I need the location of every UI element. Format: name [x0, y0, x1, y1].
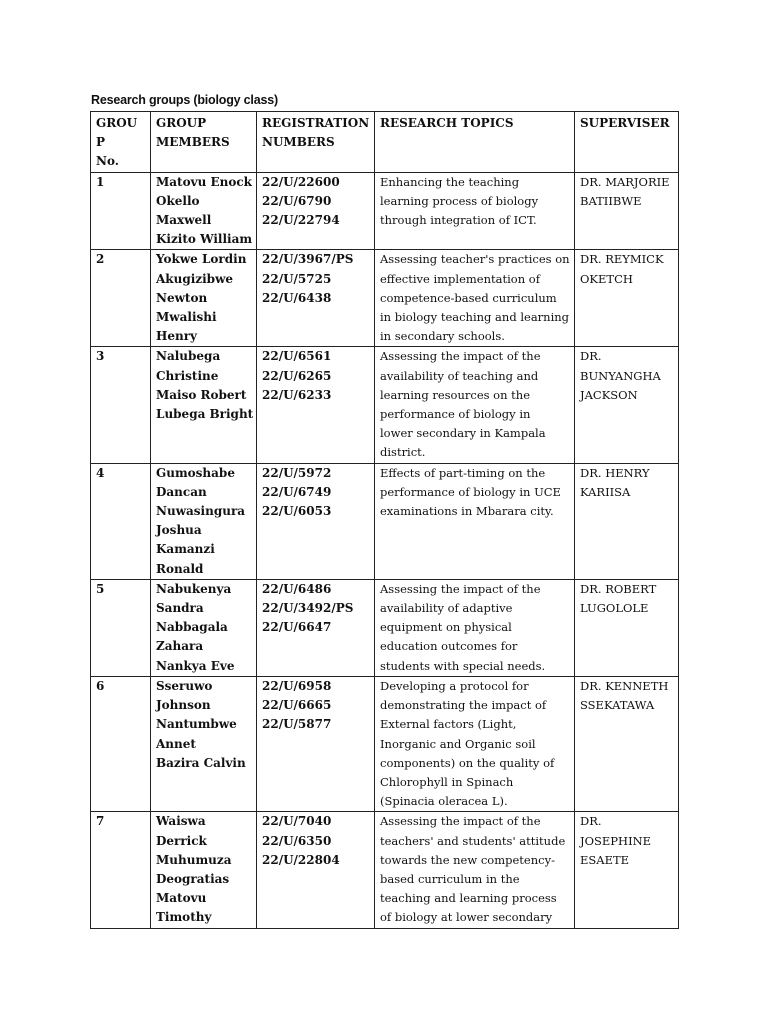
group-members-line: Zahara — [156, 639, 204, 654]
superviser-line: OKETCH — [580, 271, 633, 286]
superviser — [575, 250, 679, 347]
superviser-line: SSEKATAWA — [580, 698, 655, 713]
group-members — [151, 812, 257, 928]
research-topic-line: Inorganic and Organic soil — [380, 736, 536, 751]
group-members — [151, 172, 257, 250]
superviser-line: DR. — [580, 814, 602, 829]
registration-numbers-line: 22/U/6749 — [262, 484, 332, 499]
superviser — [575, 463, 679, 579]
superviser-line: JACKSON — [580, 387, 638, 402]
registration-numbers-line: 22/U/22804 — [262, 852, 340, 867]
research-topic-line: learning resources on the — [380, 387, 530, 402]
research-topic-line: demonstrating the impact of — [380, 698, 547, 713]
superviser-line: KARIISA — [580, 484, 631, 499]
research-groups-table — [90, 111, 679, 929]
group-members-line: Maiso Robert — [156, 387, 247, 402]
registration-numbers-line: 22/U/6053 — [262, 504, 332, 519]
document-title: Research groups (biology class) — [91, 93, 278, 107]
registration-numbers — [257, 812, 375, 928]
research-topic-line: through integration of ICT. — [380, 213, 537, 228]
superviser-line: DR. KENNETH — [580, 678, 669, 693]
research-topic-line: Assessing the impact of the — [380, 814, 541, 829]
table-row — [91, 250, 679, 347]
registration-numbers-line: 22/U/6265 — [262, 368, 332, 383]
superviser — [575, 676, 679, 811]
research-topic-line: Assessing teacher's practices on — [380, 252, 570, 267]
registration-numbers-line: 22/U/5877 — [262, 717, 332, 732]
group-members — [151, 676, 257, 811]
group-members-line: Maxwell — [156, 213, 212, 228]
group-number-value: 7 — [96, 814, 105, 829]
group-members-line: Lubega Bright — [156, 407, 254, 422]
header-registration-numbers: REGISTRATION NUMBERS — [257, 112, 375, 173]
group-number — [91, 347, 151, 463]
superviser — [575, 579, 679, 676]
group-members-line: Sandra — [156, 601, 204, 616]
registration-numbers-line: 22/U/22600 — [262, 174, 340, 189]
superviser-line: BATIIBWE — [580, 193, 642, 208]
group-members-line: Ronald — [156, 561, 204, 576]
registration-numbers — [257, 579, 375, 676]
group-number — [91, 250, 151, 347]
group-members — [151, 250, 257, 347]
group-members-line: Matovu — [156, 891, 207, 906]
research-topic-line: learning process of biology — [380, 193, 539, 208]
superviser-line: BUNYANGHA — [580, 368, 661, 383]
registration-numbers-line: 22/U/22794 — [262, 213, 340, 228]
group-number — [91, 579, 151, 676]
group-members-line: Derrick — [156, 833, 207, 848]
research-topic — [375, 812, 575, 928]
table-row — [91, 463, 679, 579]
group-members-line: Akugizibwe — [156, 271, 234, 286]
group-members-line: Mwalishi — [156, 310, 217, 325]
group-members-line: Sseruwo — [156, 678, 213, 693]
research-topic-line: competence-based curriculum — [380, 290, 557, 305]
table-row — [91, 676, 679, 811]
group-members-line: Nuwasingura — [156, 504, 246, 519]
header-research-topics: RESEARCH TOPICS — [375, 112, 575, 173]
registration-numbers — [257, 676, 375, 811]
superviser-line: ESAETE — [580, 852, 630, 867]
registration-numbers-line: 22/U/6233 — [262, 387, 332, 402]
group-members-line: Newton — [156, 290, 208, 305]
group-number-value: 3 — [96, 349, 105, 364]
table-header-row — [91, 112, 679, 173]
group-members-line: Joshua — [156, 523, 202, 538]
group-number-value: 6 — [96, 678, 105, 693]
superviser-line: JOSEPHINE — [580, 833, 652, 848]
registration-numbers-line: 22/U/6438 — [262, 290, 332, 305]
group-members-line: Nalubega — [156, 349, 221, 364]
group-members-line: Yokwe Lordin — [156, 252, 247, 267]
research-topic-line: teaching and learning process — [380, 891, 557, 906]
research-topic-line: Effects of part-timing on the — [380, 465, 546, 480]
research-topic-line: students with special needs. — [380, 658, 546, 673]
superviser-line: LUGOLOLE — [580, 601, 649, 616]
research-topic-line: effective implementation of — [380, 271, 540, 286]
research-topic-line: performance of biology in — [380, 407, 531, 422]
table-row — [91, 579, 679, 676]
registration-numbers — [257, 172, 375, 250]
group-members-line: Christine — [156, 368, 219, 383]
research-topic — [375, 676, 575, 811]
table-row — [91, 812, 679, 928]
research-topic — [375, 579, 575, 676]
group-members — [151, 347, 257, 463]
group-members-line: Nabukenya — [156, 581, 232, 596]
group-members-line: Dancan — [156, 484, 207, 499]
research-topic-line: Chlorophyll in Spinach — [380, 774, 514, 789]
research-topic — [375, 172, 575, 250]
research-topic-line: components) on the quality of — [380, 755, 555, 770]
group-members-line: Matovu Enock — [156, 174, 252, 189]
superviser — [575, 347, 679, 463]
registration-numbers — [257, 463, 375, 579]
group-members-line: Nankya Eve — [156, 658, 235, 673]
research-topic-line: availability of teaching and — [380, 368, 539, 383]
header-superviser: SUPERVISER — [575, 112, 679, 173]
group-members — [151, 463, 257, 579]
research-topic-line: lower secondary in Kampala — [380, 426, 546, 441]
research-topic-line: teachers' and students' attitude — [380, 833, 566, 848]
group-members-line: Nabbagala — [156, 620, 228, 635]
registration-numbers — [257, 250, 375, 347]
group-members-line: Bazira Calvin — [156, 755, 246, 770]
research-topic — [375, 463, 575, 579]
research-topic-line: in biology teaching and learning — [380, 310, 570, 325]
research-topic-line: Assessing the impact of the — [380, 581, 541, 596]
superviser — [575, 812, 679, 928]
header-group-no: GROU P No. — [91, 112, 151, 173]
group-number — [91, 812, 151, 928]
research-topic-line: performance of biology in UCE — [380, 484, 561, 499]
group-members-line: Annet — [156, 736, 196, 751]
header-group-members: GROUP MEMBERS — [151, 112, 257, 173]
research-topic-line: Assessing the impact of the — [380, 349, 541, 364]
registration-numbers-line: 22/U/6647 — [262, 620, 332, 635]
group-number-value: 5 — [96, 581, 105, 596]
registration-numbers-line: 22/U/6486 — [262, 581, 332, 596]
research-topic-line: based curriculum in the — [380, 871, 520, 886]
group-members-line: Waiswa — [156, 814, 206, 829]
registration-numbers-line: 22/U/6350 — [262, 833, 332, 848]
superviser-line: DR. REYMICK — [580, 252, 664, 267]
group-members-line: Johnson — [156, 698, 211, 713]
research-topic-line: examinations in Mbarara city. — [380, 504, 554, 519]
table-row — [91, 172, 679, 250]
table-row — [91, 347, 679, 463]
registration-numbers-line: 22/U/6790 — [262, 193, 332, 208]
research-topic-line: (Spinacia oleracea L). — [380, 794, 508, 809]
registration-numbers-line: 22/U/6561 — [262, 349, 332, 364]
group-members-line: Gumoshabe — [156, 465, 235, 480]
research-topic-line: of biology at lower secondary — [380, 910, 553, 925]
registration-numbers-line: 22/U/5725 — [262, 271, 332, 286]
registration-numbers-line: 22/U/7040 — [262, 814, 332, 829]
group-number-value: 2 — [96, 252, 105, 267]
table-body — [91, 172, 679, 928]
superviser — [575, 172, 679, 250]
group-number — [91, 172, 151, 250]
group-members-line: Deogratias — [156, 871, 230, 886]
group-members-line: Henry — [156, 329, 197, 344]
registration-numbers-line: 22/U/6665 — [262, 698, 332, 713]
registration-numbers-line: 22/U/5972 — [262, 465, 332, 480]
research-topic — [375, 347, 575, 463]
research-topic-line: education outcomes for — [380, 639, 518, 654]
registration-numbers-line: 22/U/6958 — [262, 678, 332, 693]
superviser-line: DR. — [580, 349, 602, 364]
research-topic-line: availability of adaptive — [380, 601, 513, 616]
registration-numbers-line: 22/U/3492/PS — [262, 601, 354, 616]
group-members-line: Nantumbwe — [156, 717, 237, 732]
group-members-line: Kizito William — [156, 232, 253, 247]
group-members-line: Muhumuza — [156, 852, 232, 867]
research-topic-line: Enhancing the teaching — [380, 174, 520, 189]
registration-numbers-line: 22/U/3967/PS — [262, 252, 354, 267]
group-number-value: 1 — [96, 174, 105, 189]
registration-numbers — [257, 347, 375, 463]
research-topic-line: towards the new competency- — [380, 852, 555, 867]
group-members — [151, 579, 257, 676]
group-members-line: Kamanzi — [156, 542, 215, 557]
research-topic — [375, 250, 575, 347]
group-members-line: Timothy — [156, 910, 212, 925]
research-topic-line: Developing a protocol for — [380, 678, 529, 693]
research-topic-line: equipment on physical — [380, 620, 512, 635]
research-topic-line: district. — [380, 445, 426, 460]
superviser-line: DR. HENRY — [580, 465, 650, 480]
group-number — [91, 676, 151, 811]
superviser-line: DR. ROBERT — [580, 581, 657, 596]
group-members-line: Okello — [156, 193, 200, 208]
research-topic-line: External factors (Light, — [380, 717, 517, 732]
superviser-line: DR. MARJORIE — [580, 174, 670, 189]
group-number-value: 4 — [96, 465, 105, 480]
group-number — [91, 463, 151, 579]
research-topic-line: in secondary schools. — [380, 329, 505, 344]
